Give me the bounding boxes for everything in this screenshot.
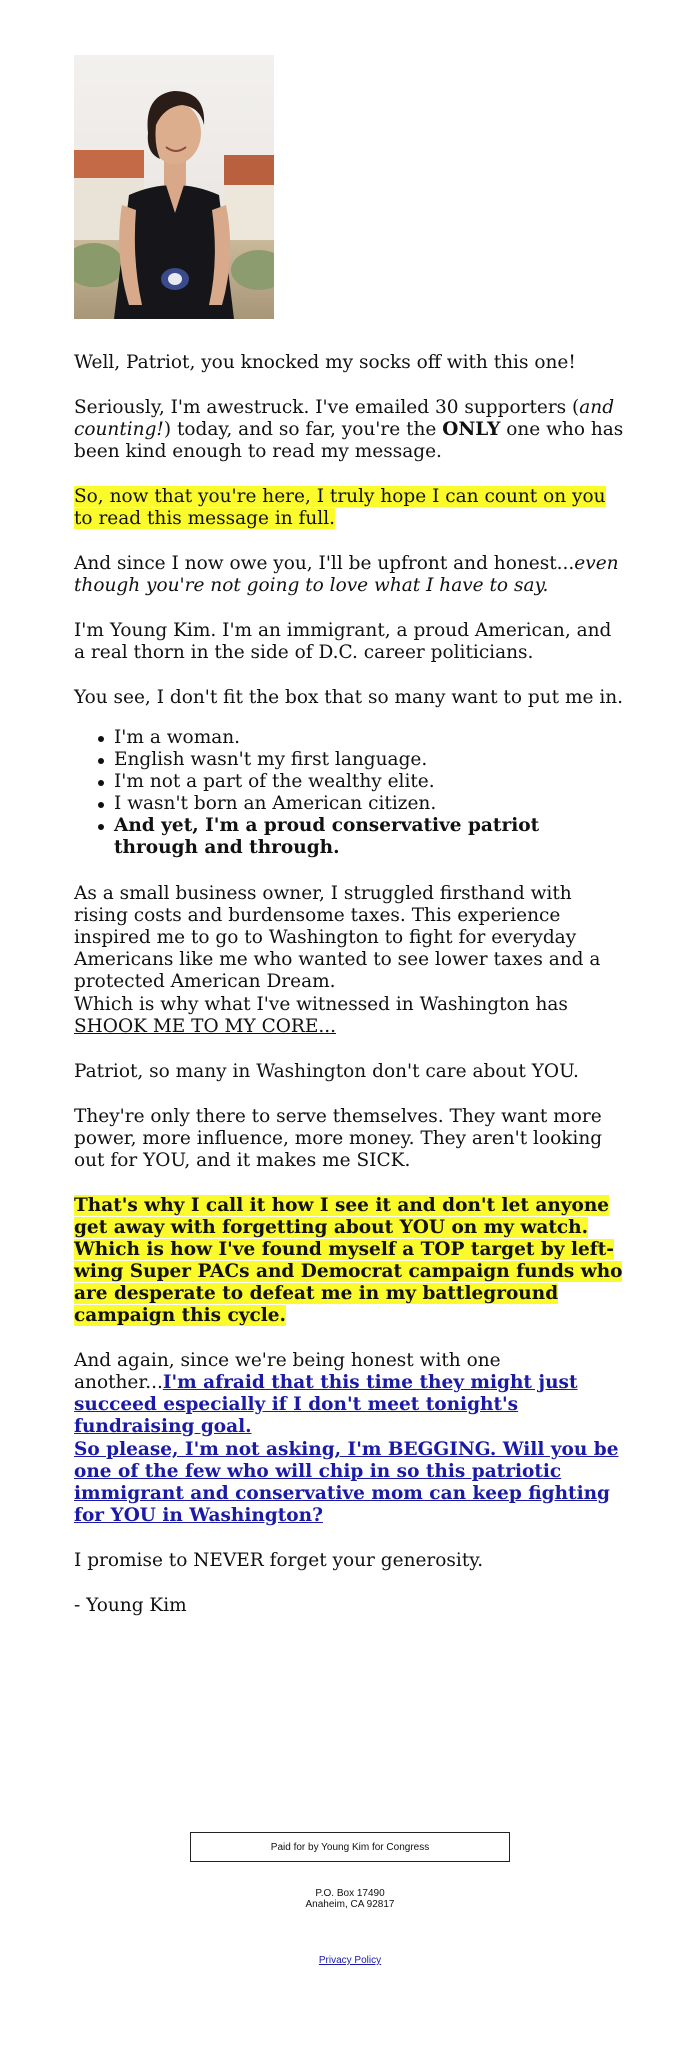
address-line-2: Anaheim, CA 92817: [305, 1899, 395, 1910]
bullet-icon: [98, 736, 104, 742]
bullet-icon: [98, 780, 104, 786]
greeting-paragraph: Well, Patriot, you knocked my socks off with this one!: [74, 352, 576, 373]
target-paragraph: That's why I call it how I see it and don't let anyone get away with forgetting about YOU on my watch. Which is how I've found myself a TOP target by left-wing Super PACs and Democrat campaign funds who are desperate to defeat me in my battleground campaign this cycle.: [74, 1195, 623, 1326]
fundraising-goal-link[interactable]: I'm afraid that this time they might just succeed especially if I don't meet tonight's fundraising goal.: [74, 1372, 578, 1437]
bullet-icon: [98, 802, 104, 808]
bullet-icon: [98, 758, 104, 764]
promise-paragraph: I promise to NEVER forget your generosity.: [74, 1550, 484, 1571]
list-item: I'm not a part of the wealthy elite.: [74, 771, 626, 793]
box-paragraph: You see, I don't fit the box that so many want to put me in.: [74, 687, 624, 708]
serve-paragraph: They're only there to serve themselves. They want more power, more influence, more money. They aren't looking out for YOU, and it makes me SICK.: [74, 1106, 603, 1171]
intro-paragraph: Seriously, I'm awestruck. I've emailed 30 supporters (and counting!) today, and so far, you're the ONLY one who has been kind enough to read my message.: [74, 397, 624, 462]
bullet-icon: [98, 824, 104, 830]
chip-in-link[interactable]: So please, I'm not asking, I'm BEGGING. Will you be one of the few who will chip in so this patriotic immigrant and conservative mom can keep fighting for YOU in Washington?: [74, 1439, 619, 1526]
begging-paragraph: [74, 1439, 626, 1527]
honest-again-paragraph: And again, since we're being honest with one another...I'm afraid that this time they might just succeed especially if I don't meet tonight's fundraising goal.: [74, 1350, 578, 1437]
address-line-1: P.O. Box 17490: [315, 1888, 385, 1899]
introduction-paragraph: I'm Young Kim. I'm an immigrant, a proud American, and a real thorn in the side of D.C. career politicians.: [74, 620, 612, 663]
business-paragraph: As a small business owner, I struggled firsthand with rising costs and burdensome taxes. This experience inspired me to go to Washington to fight for everyday Americans like me who wanted to see lower taxes and a protected American Dream.: [74, 883, 601, 992]
candidate-photo: [74, 55, 274, 319]
honesty-paragraph: And since I now owe you, I'll be upfront and honest...even though you're not going to love what I have to say.: [74, 553, 619, 596]
care-paragraph: Patriot, so many in Washington don't care about YOU.: [74, 1061, 579, 1082]
list-item: And yet, I'm a proud conservative patriot through and through.: [74, 815, 626, 859]
identity-list: [74, 727, 626, 859]
shook-paragraph: Which is why what I've witnessed in Washington has SHOOK ME TO MY CORE...: [74, 994, 568, 1037]
list-item: I'm a woman.: [74, 727, 626, 749]
list-item: I wasn't born an American citizen.: [74, 793, 626, 815]
privacy-policy-link[interactable]: Privacy Policy: [318, 1955, 382, 1966]
paid-for-disclaimer: Paid for by Young Kim for Congress: [190, 1832, 510, 1862]
list-item: English wasn't my first language.: [74, 749, 626, 771]
highlighted-request-paragraph: So, now that you're here, I truly hope I can count on you to read this message in full.: [74, 486, 606, 529]
signature: - Young Kim: [74, 1595, 187, 1616]
